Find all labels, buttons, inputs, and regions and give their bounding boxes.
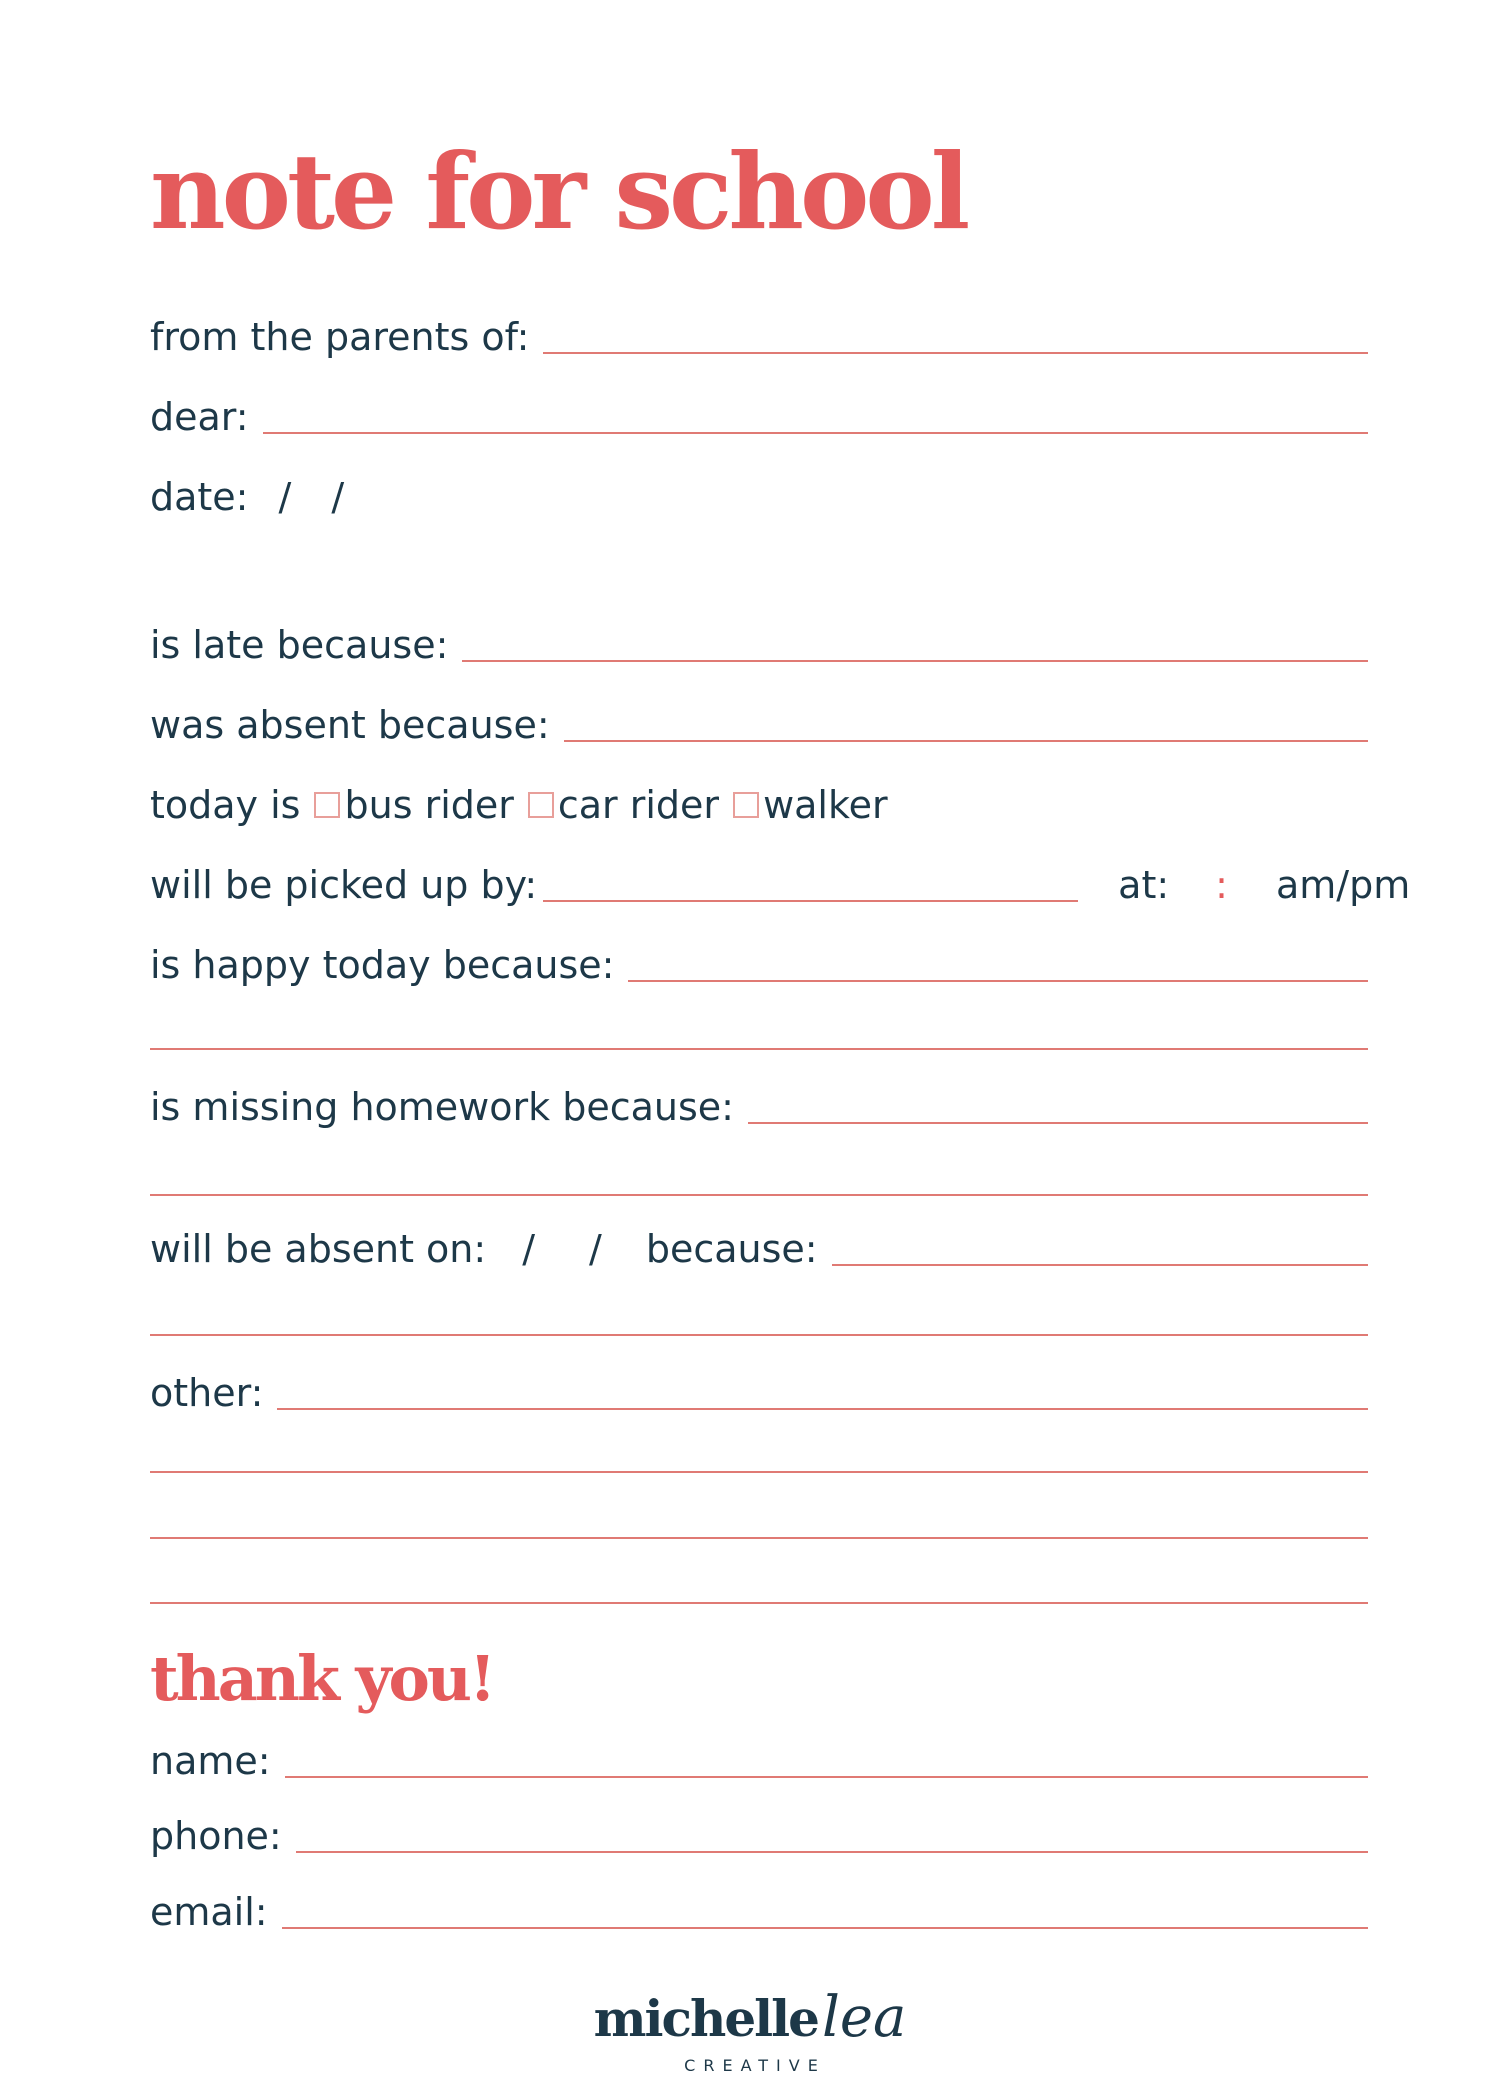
other-field-line-4[interactable] <box>150 1602 1368 1604</box>
other-label: other: <box>150 1371 264 1415</box>
walker-label: walker <box>763 783 888 827</box>
late-label: is late because: <box>150 623 449 667</box>
happy-label: is happy today because: <box>150 943 615 987</box>
email-row <box>150 1890 1368 1934</box>
absent-date-slash-1: / <box>522 1227 536 1271</box>
name-row <box>150 1739 1368 1783</box>
today-is-row <box>150 783 1368 827</box>
parents-of-field[interactable] <box>543 350 1368 354</box>
happy-row <box>150 943 1368 987</box>
at-label: at: <box>1118 863 1170 907</box>
brand-main-text: michelle <box>593 1989 818 2048</box>
brand-script-text: lea <box>821 1985 907 2050</box>
dear-row <box>150 395 1368 439</box>
picked-up-row <box>150 863 1411 907</box>
email-label: email: <box>150 1890 268 1934</box>
walker-checkbox[interactable] <box>733 792 759 818</box>
date-label: date: <box>150 475 249 519</box>
missing-hw-field[interactable] <box>748 1120 1368 1124</box>
brand-sub-text: CREATIVE <box>684 2056 826 2075</box>
brand-logo <box>0 1985 1500 2075</box>
car-rider-label: car rider <box>557 783 720 827</box>
because-label: because: <box>645 1227 818 1271</box>
absent-label: was absent because: <box>150 703 550 747</box>
other-field-line-2[interactable] <box>150 1471 1368 1473</box>
phone-field[interactable] <box>296 1849 1368 1853</box>
ampm-label: am/pm <box>1275 863 1411 907</box>
phone-row <box>150 1814 1368 1858</box>
name-label: name: <box>150 1739 271 1783</box>
time-colon: : <box>1215 863 1228 907</box>
missing-hw-label: is missing homework because: <box>150 1085 734 1129</box>
date-slash-2: / <box>331 475 345 519</box>
missing-hw-field-line-2[interactable] <box>150 1194 1368 1196</box>
absent-date-slash-2: / <box>589 1227 602 1271</box>
will-absent-row <box>150 1227 1368 1271</box>
car-rider-checkbox[interactable] <box>528 792 554 818</box>
picked-up-label: will be picked up by: <box>150 863 538 907</box>
will-absent-field-line-2[interactable] <box>150 1334 1368 1336</box>
today-is-label: today is <box>150 783 301 827</box>
bus-rider-label: bus rider <box>344 783 514 827</box>
date-slash-1: / <box>278 475 292 519</box>
absent-row <box>150 703 1368 747</box>
date-row <box>150 475 1368 519</box>
absent-field[interactable] <box>564 738 1368 742</box>
email-field[interactable] <box>282 1925 1368 1929</box>
name-field[interactable] <box>285 1774 1368 1778</box>
late-field[interactable] <box>462 658 1368 662</box>
late-row <box>150 623 1368 667</box>
dear-field[interactable] <box>263 430 1368 434</box>
parents-of-label: from the parents of: <box>150 315 530 359</box>
happy-field-line-2[interactable] <box>150 1048 1368 1050</box>
phone-label: phone: <box>150 1814 282 1858</box>
page-title: note for school <box>150 130 967 253</box>
will-absent-label: will be absent on: <box>150 1227 487 1271</box>
other-field[interactable] <box>277 1406 1368 1410</box>
dear-label: dear: <box>150 395 249 439</box>
picked-up-field[interactable] <box>543 898 1078 902</box>
other-field-line-3[interactable] <box>150 1537 1368 1539</box>
will-absent-because-field[interactable] <box>832 1262 1368 1266</box>
bus-rider-checkbox[interactable] <box>314 792 340 818</box>
thank-you-heading: thank you! <box>150 1642 494 1715</box>
missing-hw-row <box>150 1085 1368 1129</box>
other-row <box>150 1371 1368 1415</box>
happy-field[interactable] <box>628 978 1368 982</box>
parents-of-row <box>150 315 1368 359</box>
